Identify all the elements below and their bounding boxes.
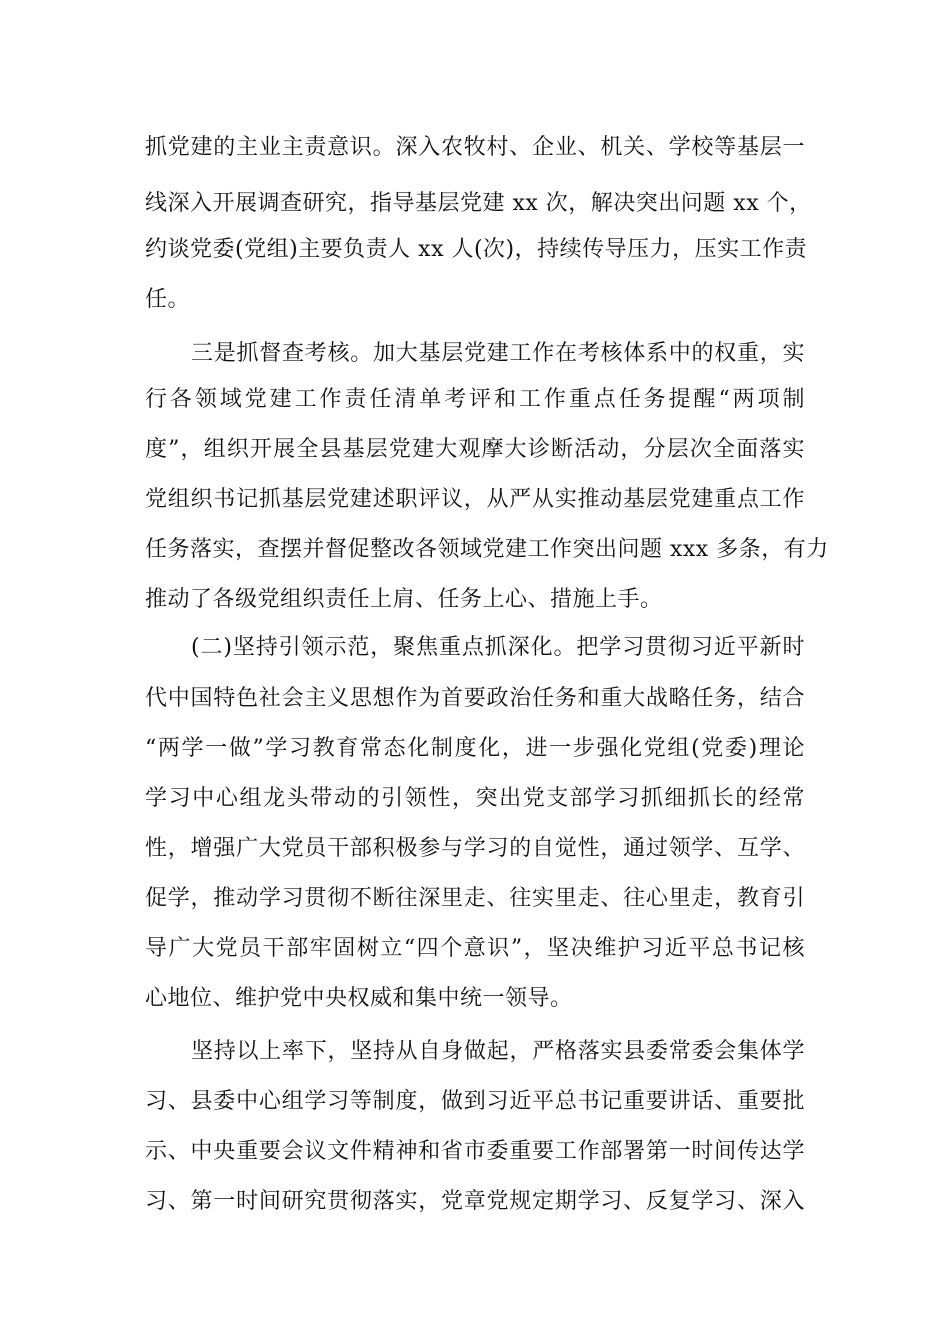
text-line: 学习中心组龙头带动的引领性，突出党支部学习抓细抓长的经常 [145, 786, 805, 811]
text-line: 度”，组织开展全县基层党建大观摩大诊断活动，分层次全面落实 [145, 437, 805, 462]
text-line: 示、中央重要会议文件精神和省市委重要工作部署第一时间传达学 [145, 1139, 805, 1164]
paragraph-first-line: 坚持以上率下，坚持从自身做起，严格落实县委常委会集体学 [191, 1039, 805, 1064]
text-line: 任务落实，查摆并督促整改各领域党建工作突出问题 xxx 多条，有力 [145, 537, 829, 562]
text-line: 习、县委中心组学习等制度，做到习近平总书记重要讲话、重要批 [145, 1089, 805, 1114]
text-line: 导广大党员干部牢固树立“四个意识”，坚决维护习近平总书记核 [145, 936, 805, 961]
paragraph-first-line: (二)坚持引领示范，聚焦重点抓深化。把学习贯彻习近平新时 [191, 635, 805, 660]
text-line: 习、第一时间研究贯彻落实，党章党规定期学习、反复学习、深入 [145, 1189, 805, 1214]
text-line: 抓党建的主业主责意识。深入农牧村、企业、机关、学校等基层一 [145, 135, 805, 160]
text-line: 党组织书记抓基层党建述职评议，从严从实推动基层党建重点工作 [145, 487, 805, 512]
text-line: 约谈党委(党组)主要负责人 xx 人(次)，持续传导压力，压实工作责 [145, 237, 808, 262]
text-line: “两学一做”学习教育常态化制度化，进一步强化党组(党委)理论 [145, 736, 805, 761]
text-line: 心地位、维护党中央权威和集中统一领导。 [145, 986, 573, 1011]
text-line: 行各领域党建工作责任清单考评和工作重点任务提醒“两项制 [145, 387, 805, 412]
paragraph-first-line: 三是抓督查考核。加大基层党建工作在考核体系中的权重，实 [191, 341, 805, 366]
text-line: 代中国特色社会主义思想作为首要政治任务和重大战略任务，结合 [145, 686, 805, 711]
text-line: 推动了各级党组织责任上肩、任务上心、措施上手。 [145, 587, 663, 612]
text-line: 性，增强广大党员干部积极参与学习的自觉性，通过领学、互学、 [145, 836, 805, 861]
text-line: 线深入开展调查研究，指导基层党建 xx 次，解决突出问题 xx 个， [145, 191, 812, 216]
text-line: 任。 [145, 287, 191, 312]
text-line: 促学，推动学习贯彻不断往深里走、往实里走、往心里走，教育引 [145, 886, 805, 911]
